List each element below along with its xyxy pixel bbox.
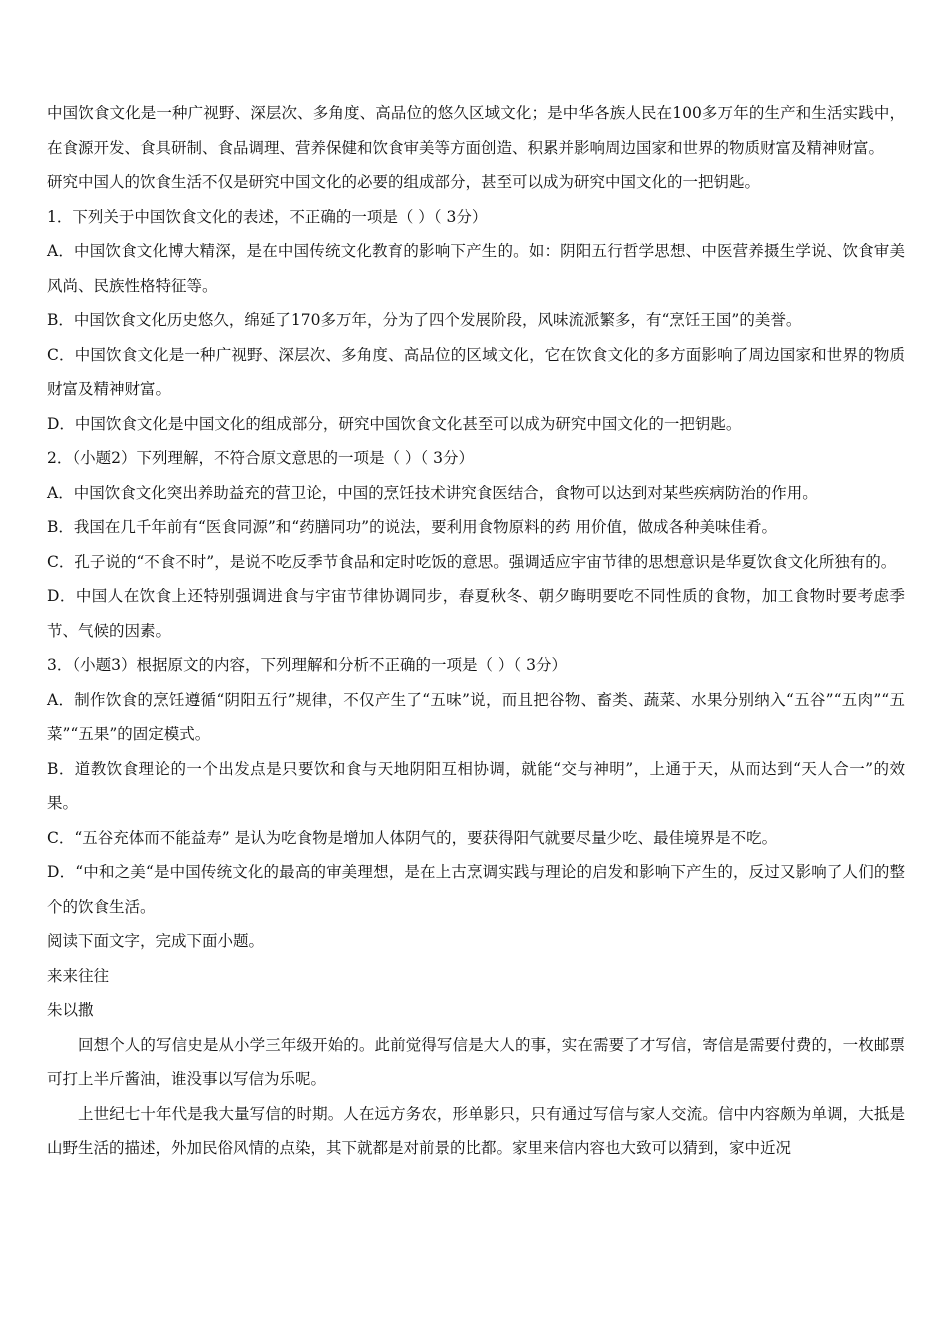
question-3 bbox=[47, 648, 905, 924]
question-2 bbox=[47, 441, 905, 648]
question-1-option-b: B．中国饮食文化历史悠久，绵延了170多万年，分为了四个发展阶段，风味流派繁多，有“烹饪王国”的美誉。 bbox=[47, 311, 802, 329]
question-1 bbox=[47, 200, 905, 442]
story-paragraph-1: 回想个人的写信史是从小学三年级开始的。此前觉得写信是大人的事，实在需要了才写信，寄信是需要付费的，一枚邮票可打上半斤酱油，谁没事以写信为乐呢。 bbox=[47, 1035, 905, 1088]
question-1-option-d: D．中国饮食文化是中国文化的组成部分，研究中国饮食文化甚至可以成为研究中国文化的一把钥匙。 bbox=[47, 414, 742, 433]
story-author: 朱以撒 bbox=[47, 1001, 94, 1019]
question-3-stem: 3．（小题3）根据原文的内容，下列理解和分析不正确的一项是（ ）（ 3分） bbox=[47, 656, 567, 674]
question-3-option-d: D．“中和之美“是中国传统文化的最高的审美理想，是在上古烹调实践与理论的启发和影响下产生的，反过又影响了人们的整个的饮食生活。 bbox=[47, 863, 905, 916]
reading-instruction: 阅读下面文字，完成下面小题。 bbox=[47, 932, 265, 950]
question-2-stem: 2．（小题2）下列理解，不符合原文意思的一项是（ ）（ 3分） bbox=[47, 449, 474, 467]
question-2-option-a: A．中国饮食文化突出养助益充的营卫论，中国的烹饪技术讲究食医结合，食物可以达到对某些疾病防治的作用。 bbox=[47, 483, 818, 502]
document-body bbox=[47, 96, 905, 1166]
intro-paragraph-1: 中国饮食文化是一种广视野、深层次、多角度、高品位的悠久区域文化；是中华各族人民在100多万年的生产和生活实践中，在食源开发、食具研制、食品调理、营养保健和饮食审美等方面创造、积累并影响周边国家和世界的物质财富及精神财富。 bbox=[47, 104, 905, 157]
question-3-option-b: B．道教饮食理论的一个出发点是只要饮和食与天地阴阳互相协调，就能“交与神明”，上通于天，从而达到“天人合一”的效果。 bbox=[47, 759, 905, 812]
story-title: 来来往往 bbox=[47, 966, 110, 985]
question-1-option-a: A．中国饮食文化博大精深，是在中国传统文化教育的影响下产生的。如：阴阳五行哲学思想、中医营养摄生学说、饮食审美风尚、民族性格特征等。 bbox=[47, 242, 905, 295]
question-3-option-c: C．“五谷充体而不能益寿” 是认为吃食物是增加人体阴气的，要获得阳气就要尽量少吃、最佳境界是不吃。 bbox=[47, 828, 778, 847]
story-paragraph-2: 上世纪七十年代是我大量写信的时期。人在远方务农，形单影只，只有通过写信与家人交流。信中内容颇为单调，大抵是山野生活的描述，外加民俗风情的点染，其下就都是对前景的比都。家里来信内容也大致可以猜到，家中近况 bbox=[47, 1104, 905, 1157]
intro-paragraph-2: 研究中国人的饮食生活不仅是研究中国文化的必要的组成部分，甚至可以成为研究中国文化的一把钥匙。 bbox=[47, 173, 761, 191]
question-1-stem: 1．下列关于中国饮食文化的表述，不正确的一项是（ ）（ 3分） bbox=[47, 207, 488, 226]
question-2-option-c: C．孔子说的“不食不时”，是说不吃反季节食品和定时吃饭的意思。强调适应宇宙节律的思想意识是华夏饮食文化所独有的。 bbox=[47, 552, 897, 571]
question-3-option-a: A．制作饮食的烹饪遵循“阴阳五行”规律，不仅产生了“五味”说，而且把谷物、畜类、蔬菜、水果分别纳入“五谷”“五肉”“五菜”“五果”的固定模式。 bbox=[47, 690, 905, 743]
question-1-option-c: C．中国饮食文化是一种广视野、深层次、多角度、高品位的区域文化，它在饮食文化的多方面影响了周边国家和世界的物质财富及精神财富。 bbox=[47, 345, 905, 398]
question-2-option-d: D．中国人在饮食上还特别强调进食与宇宙节律协调同步，春夏秋冬、朝夕晦明要吃不同性质的食物，加工食物时要考虑季节、气候的因素。 bbox=[47, 587, 905, 640]
question-2-option-b: B．我国在几千年前有“医食同源”和“药膳同功”的说法，要利用食物原料的药 用价值，做成各种美味佳肴。 bbox=[47, 518, 778, 536]
